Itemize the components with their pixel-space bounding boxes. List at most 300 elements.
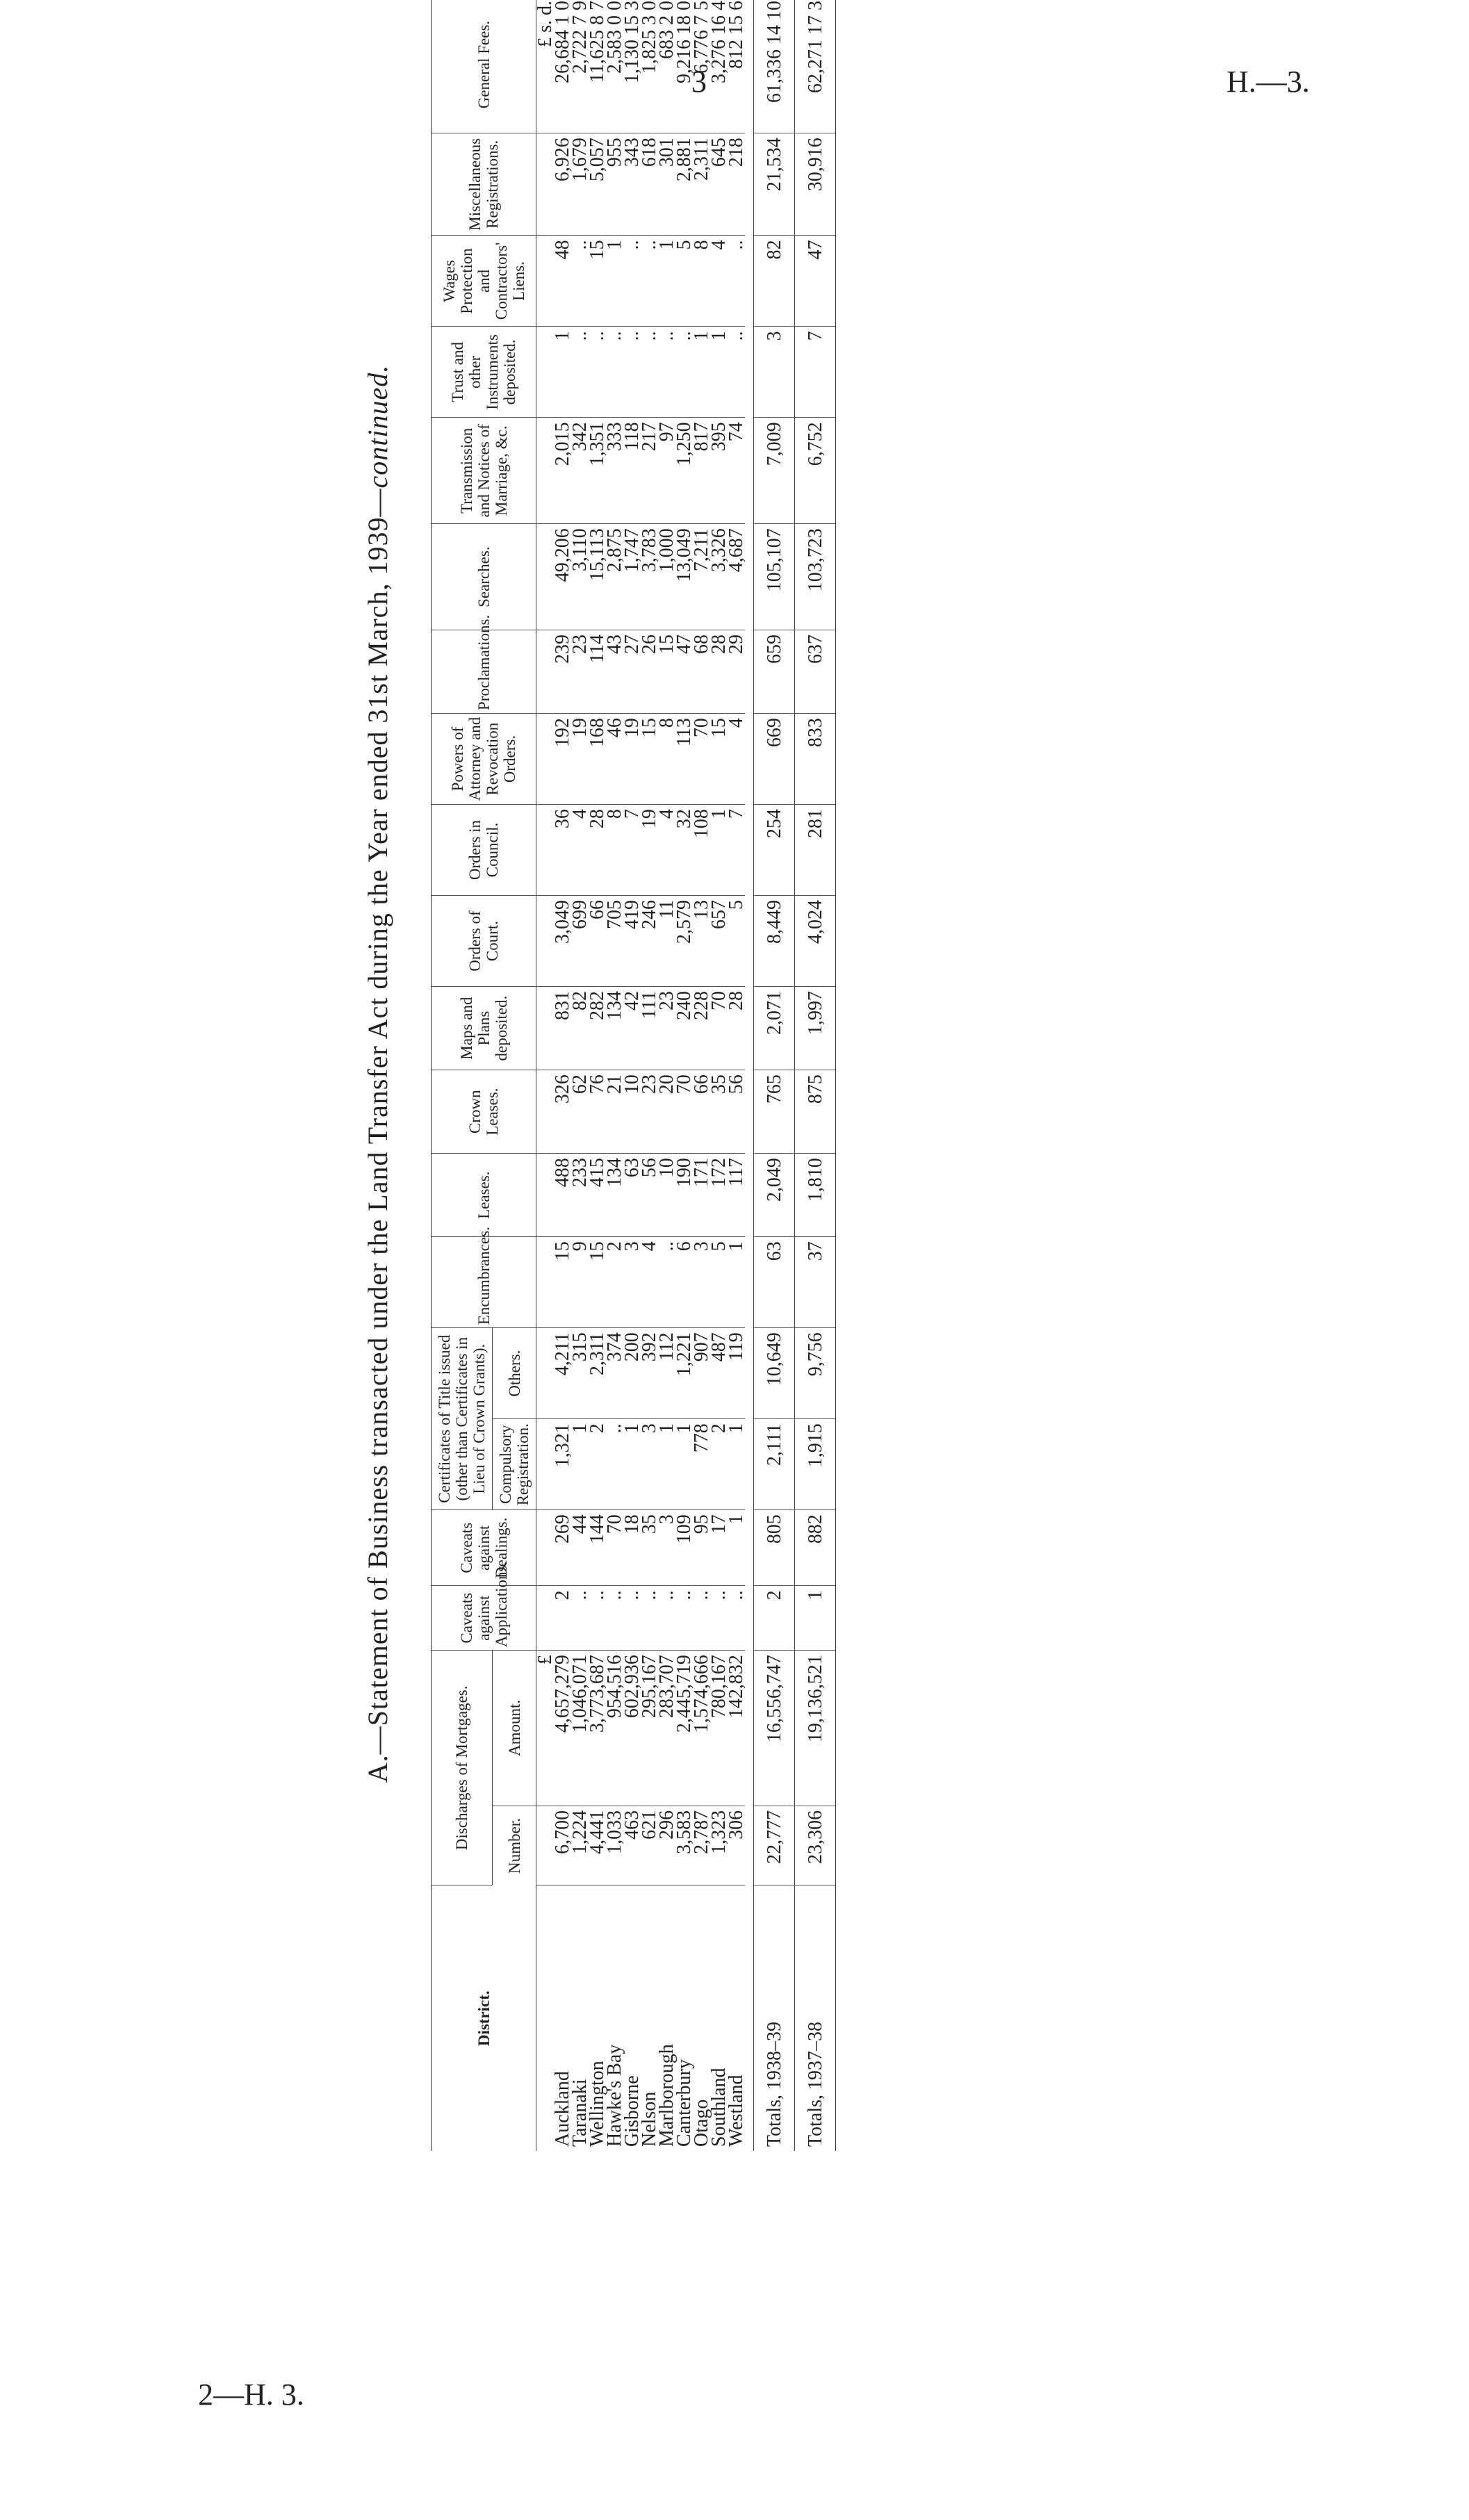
cell-num: 306 — [728, 1806, 745, 1885]
cell-cert_comp: 2,111 — [754, 1419, 795, 1510]
cell-enc: 9 — [571, 1237, 589, 1328]
cell-amt: 283,707 — [658, 1651, 675, 1806]
cell-cert_comp: 3 — [641, 1419, 658, 1510]
cell-trust: .. — [571, 327, 589, 418]
cell-search: 7,211 — [693, 524, 710, 630]
cell-crown: 56 — [728, 1070, 745, 1154]
col-discharges-amount: Amount. — [493, 1651, 536, 1806]
cell-cav_deal: 95 — [693, 1510, 710, 1586]
cell-trans: 1,250 — [675, 418, 693, 524]
cell-misc: 301 — [658, 133, 675, 236]
cell-amt: 602,936 — [623, 1651, 641, 1806]
cell-leases: 233 — [571, 1154, 589, 1237]
rotated-table-block — [361, 0, 1001, 2151]
cell-leases: 117 — [728, 1154, 745, 1237]
cell-cav_deal: 17 — [710, 1510, 728, 1586]
cell-proc: 114 — [589, 630, 606, 714]
cell-trust: .. — [606, 327, 623, 418]
cell-proc: 43 — [606, 630, 623, 714]
cell-poa: 15 — [710, 714, 728, 805]
col-proclamations: Proclamations. — [432, 630, 536, 714]
cell-crown: 21 — [606, 1070, 623, 1154]
cell-cav_deal: 44 — [571, 1510, 589, 1586]
cell-cert_comp: 1 — [658, 1419, 675, 1510]
cell-poa: 8 — [658, 714, 675, 805]
cell-cav_app: .. — [675, 1586, 693, 1651]
cell-cert_comp: 1 — [728, 1419, 745, 1510]
col-general-fees: General Fees. — [432, 0, 536, 133]
cell-trans: 97 — [658, 418, 675, 524]
cell-poa: 192 — [554, 714, 571, 805]
cell-crown: 23 — [641, 1070, 658, 1154]
cell-trust: .. — [728, 327, 745, 418]
cell-district: Taranaki — [569, 2079, 591, 2147]
cell-num: 1,224 — [571, 1806, 589, 1885]
col-encumbrances: Encumbrances. — [432, 1237, 536, 1328]
cell-district: Southland — [708, 2068, 730, 2147]
cell-cav_deal: 144 — [589, 1510, 606, 1586]
cell-leases: 190 — [675, 1154, 693, 1237]
cell-oic: 8 — [606, 805, 623, 896]
cell-wages: 48 — [554, 236, 571, 327]
cell-oc: 8,449 — [754, 896, 795, 987]
cell-cert_oth: 374 — [606, 1328, 623, 1419]
cell-amt: 2,445,719 — [675, 1651, 693, 1806]
cell-crown: 70 — [675, 1070, 693, 1154]
cell-oc: 419 — [623, 896, 641, 987]
cell-proc: 26 — [641, 630, 658, 714]
cell-misc: 30,916 — [795, 133, 836, 236]
cell-oc: 13 — [693, 896, 710, 987]
cell-cav_app: .. — [693, 1586, 710, 1651]
cell-proc: 29 — [728, 630, 745, 714]
cell-misc: 645 — [710, 133, 728, 236]
cell-maps: 23 — [658, 987, 675, 1070]
cell-oc: 705 — [606, 896, 623, 987]
fees-units: £ s. d. — [536, 0, 555, 133]
cell-trust: 3 — [754, 327, 795, 418]
totals-row — [754, 0, 795, 2151]
cell-misc: 5,057 — [589, 133, 606, 236]
cell-amt: 954,516 — [606, 1651, 623, 1806]
cell-misc: 2,881 — [675, 133, 693, 236]
cell-cert_oth: 119 — [728, 1328, 745, 1419]
cell-oic: 4 — [571, 805, 589, 896]
table-row — [728, 0, 745, 2151]
cell-poa: 70 — [693, 714, 710, 805]
table-body — [536, 0, 836, 2151]
document-reference: H.—3. — [1226, 65, 1310, 99]
cell-cert_oth: 1,221 — [675, 1328, 693, 1419]
cell-cert_oth: 112 — [658, 1328, 675, 1419]
cell-cav_app: 2 — [754, 1586, 795, 1651]
cell-enc: 3 — [693, 1237, 710, 1328]
cell-cav_app: .. — [606, 1586, 623, 1651]
cell-num: 23,306 — [795, 1806, 836, 1885]
cell-search: 1,000 — [658, 524, 675, 630]
cell-maps: 28 — [728, 987, 745, 1070]
cell-search: 3,326 — [710, 524, 728, 630]
cell-poa: 4 — [728, 714, 745, 805]
cell-district: Canterbury — [673, 2059, 695, 2147]
cell-leases: 1,810 — [795, 1154, 836, 1237]
cell-oic: 1 — [710, 805, 728, 896]
cell-cert_comp: 778 — [693, 1419, 710, 1510]
table-title-continued: continued. — [362, 364, 393, 489]
cell-search: 49,206 — [554, 524, 571, 630]
cell-district: Totals, 1937–38 — [795, 1885, 836, 2151]
cell-cert_comp: 2 — [589, 1419, 606, 1510]
cell-fees: 3,276 16 4 — [710, 0, 728, 133]
cell-trust: 1 — [693, 327, 710, 418]
cell-wages: .. — [623, 236, 641, 327]
amount-currency: £ — [536, 1651, 555, 1806]
cell-search: 105,107 — [754, 524, 795, 630]
cell-cert_oth: 4,211 — [554, 1328, 571, 1419]
col-orders-council: Orders in Council. — [432, 805, 536, 896]
cell-misc: 21,534 — [754, 133, 795, 236]
cell-maps: 240 — [675, 987, 693, 1070]
cell-misc: 6,926 — [554, 133, 571, 236]
cell-search: 15,113 — [589, 524, 606, 630]
cell-oc: 11 — [658, 896, 675, 987]
cell-poa: 19 — [571, 714, 589, 805]
col-crown-leases: Crown Leases. — [432, 1070, 536, 1154]
cell-leases: 63 — [623, 1154, 641, 1237]
cell-wages: 8 — [693, 236, 710, 327]
cell-trans: 342 — [571, 418, 589, 524]
cell-cav_app: 2 — [554, 1586, 571, 1651]
cell-oc: 66 — [589, 896, 606, 987]
cell-district: Gisborne — [621, 2075, 643, 2147]
cell-cav_app: .. — [589, 1586, 606, 1651]
cell-amt: 19,136,521 — [795, 1651, 836, 1806]
cell-misc: 618 — [641, 133, 658, 236]
cell-trust: 7 — [795, 327, 836, 418]
cell-wages: 15 — [589, 236, 606, 327]
cell-cav_deal: 18 — [623, 1510, 641, 1586]
cell-proc: 15 — [658, 630, 675, 714]
cell-cert_comp: 2 — [710, 1419, 728, 1510]
cell-enc: 15 — [554, 1237, 571, 1328]
cell-enc: 15 — [589, 1237, 606, 1328]
cell-enc: 5 — [710, 1237, 728, 1328]
cell-fees: 62,271 17 3 — [795, 0, 836, 133]
cell-cav_deal: 882 — [795, 1510, 836, 1586]
cell-num: 22,777 — [754, 1806, 795, 1885]
cell-maps: 1,997 — [795, 987, 836, 1070]
cell-amt: 1,046,071 — [571, 1651, 589, 1806]
cell-search: 3,783 — [641, 524, 658, 630]
cell-fees: 2,722 7 9 — [571, 0, 589, 133]
cell-cert_oth: 315 — [571, 1328, 589, 1419]
cell-search: 13,049 — [675, 524, 693, 630]
cell-poa: 168 — [589, 714, 606, 805]
cell-district: Nelson — [639, 2091, 660, 2147]
cell-amt: 142,832 — [728, 1651, 745, 1806]
cell-trans: 817 — [693, 418, 710, 524]
cell-poa: 19 — [623, 714, 641, 805]
table-title-main: A.—Statement of Business transacted under the Land Transfer Act during the Year ended 31st March, 1939— — [362, 488, 393, 1783]
cell-oc: 2,579 — [675, 896, 693, 987]
cell-cav_deal: 109 — [675, 1510, 693, 1586]
col-transmission: Transmission and Notices of Marriage, &c. — [432, 418, 536, 524]
cell-enc: 2 — [606, 1237, 623, 1328]
cell-cert_oth: 392 — [641, 1328, 658, 1419]
cell-num: 1,033 — [606, 1806, 623, 1885]
cell-cert_comp: 1,915 — [795, 1419, 836, 1510]
cell-district: Marlborough — [656, 2044, 678, 2147]
cell-wages: .. — [728, 236, 745, 327]
cell-crown: 20 — [658, 1070, 675, 1154]
cell-oc: 4,024 — [795, 896, 836, 987]
cell-search: 3,110 — [571, 524, 589, 630]
cell-leases: 172 — [710, 1154, 728, 1237]
cell-district: Otago — [691, 2099, 712, 2147]
cell-oic: 7 — [728, 805, 745, 896]
cell-oic: 281 — [795, 805, 836, 896]
cell-trans: 333 — [606, 418, 623, 524]
cell-district: Wellington — [586, 2061, 608, 2147]
cell-num: 2,787 — [693, 1806, 710, 1885]
cell-oic: 7 — [623, 805, 641, 896]
cell-proc: 23 — [571, 630, 589, 714]
cell-leases: 2,049 — [754, 1154, 795, 1237]
cell-amt: 1,574,666 — [693, 1651, 710, 1806]
cell-maps: 70 — [710, 987, 728, 1070]
cell-district: Totals, 1938–39 — [754, 1885, 795, 2151]
cell-district: Westland — [725, 2075, 747, 2147]
cell-oc: 5 — [728, 896, 745, 987]
cell-wages: 47 — [795, 236, 836, 327]
cell-maps: 831 — [554, 987, 571, 1070]
cell-wages: 1 — [606, 236, 623, 327]
cell-crown: 66 — [693, 1070, 710, 1154]
cell-cert_comp: 1 — [675, 1419, 693, 1510]
col-powers-attorney: Powers of Attorney and Revocation Orders. — [432, 714, 536, 805]
cell-trans: 118 — [623, 418, 641, 524]
cell-cav_app: .. — [641, 1586, 658, 1651]
cell-trust: .. — [641, 327, 658, 418]
cell-fees: 9,216 18 0 — [675, 0, 693, 133]
cell-district: Hawke's Bay — [604, 2044, 625, 2147]
cell-wages: .. — [641, 236, 658, 327]
cell-cert_comp: 1 — [623, 1419, 641, 1510]
cell-fees: 1,130 15 3 — [623, 0, 641, 133]
cell-crown: 62 — [571, 1070, 589, 1154]
cell-cav_app: 1 — [795, 1586, 836, 1651]
cell-maps: 111 — [641, 987, 658, 1070]
cell-fees: 812 15 6 — [728, 0, 745, 133]
cell-oc: 246 — [641, 896, 658, 987]
cell-num: 296 — [658, 1806, 675, 1885]
cell-oic: 32 — [675, 805, 693, 896]
col-wages: Wages Protection and Contractors' Liens. — [432, 236, 536, 327]
cell-fees: 2,583 0 0 — [606, 0, 623, 133]
col-caveats-dealings: Caveats against Dealings. — [432, 1510, 536, 1586]
cell-enc: 37 — [795, 1237, 836, 1328]
cell-fees: 61,336 14 10 — [754, 0, 795, 133]
cell-maps: 82 — [571, 987, 589, 1070]
cell-proc: 27 — [623, 630, 641, 714]
cell-oic: 19 — [641, 805, 658, 896]
col-district: District. — [432, 1885, 536, 2151]
cell-enc: 1 — [728, 1237, 745, 1328]
cell-enc: 3 — [623, 1237, 641, 1328]
cell-oc: 657 — [710, 896, 728, 987]
cell-num: 4,441 — [589, 1806, 606, 1885]
cell-fees: 1,825 3 0 — [641, 0, 658, 133]
cell-search: 4,687 — [728, 524, 745, 630]
cell-wages: 82 — [754, 236, 795, 327]
cell-leases: 134 — [606, 1154, 623, 1237]
cell-wages: 5 — [675, 236, 693, 327]
cell-trans: 6,752 — [795, 418, 836, 524]
col-maps-plans: Maps and Plans deposited. — [432, 987, 536, 1070]
cell-trans: 395 — [710, 418, 728, 524]
cell-proc: 659 — [754, 630, 795, 714]
cell-cert_oth: 10,649 — [754, 1328, 795, 1419]
cell-cert_oth: 2,311 — [589, 1328, 606, 1419]
cell-oic: 254 — [754, 805, 795, 896]
cell-cav_deal: 70 — [606, 1510, 623, 1586]
cell-leases: 56 — [641, 1154, 658, 1237]
col-discharges-number: Number. — [493, 1806, 536, 1885]
cell-trust: .. — [623, 327, 641, 418]
cell-crown: 10 — [623, 1070, 641, 1154]
cell-trust: .. — [675, 327, 693, 418]
cell-fees: 683 2 0 — [658, 0, 675, 133]
cell-proc: 239 — [554, 630, 571, 714]
cell-proc: 68 — [693, 630, 710, 714]
cell-district: Auckland — [552, 2071, 573, 2147]
col-certificates: Certificates of Title issued (other than Certificates in Lieu of Crown Grants). — [432, 1328, 493, 1510]
cell-search: 2,875 — [606, 524, 623, 630]
cell-cav_app: .. — [710, 1586, 728, 1651]
cell-amt: 295,167 — [641, 1651, 658, 1806]
cell-cav_app: .. — [623, 1586, 641, 1651]
col-searches: Searches. — [432, 524, 536, 630]
cell-leases: 488 — [554, 1154, 571, 1237]
col-misc-registrations: Miscellaneous Registrations. — [432, 133, 536, 236]
cell-crown: 76 — [589, 1070, 606, 1154]
cell-misc: 1,679 — [571, 133, 589, 236]
land-transfer-table — [431, 0, 836, 2151]
col-discharges: Discharges of Mortgages. — [432, 1651, 493, 1885]
cell-cav_app: .. — [728, 1586, 745, 1651]
cell-enc: 4 — [641, 1237, 658, 1328]
cell-maps: 282 — [589, 987, 606, 1070]
cell-cav_app: .. — [658, 1586, 675, 1651]
col-orders-court: Orders of Court. — [432, 896, 536, 987]
cell-leases: 10 — [658, 1154, 675, 1237]
cell-cav_deal: 35 — [641, 1510, 658, 1586]
cell-cav_deal: 269 — [554, 1510, 571, 1586]
cell-proc: 637 — [795, 630, 836, 714]
col-cert-compulsory: Compulsory Registration. — [493, 1419, 536, 1510]
cell-wages: 1 — [658, 236, 675, 327]
cell-poa: 669 — [754, 714, 795, 805]
cell-cert_oth: 907 — [693, 1328, 710, 1419]
cell-trans: 1,351 — [589, 418, 606, 524]
cell-maps: 2,071 — [754, 987, 795, 1070]
col-trust: Trust and other Instruments deposited. — [432, 327, 536, 418]
cell-trans: 2,015 — [554, 418, 571, 524]
cell-oc: 699 — [571, 896, 589, 987]
cell-misc: 218 — [728, 133, 745, 236]
cell-cert_comp: .. — [606, 1419, 623, 1510]
cell-oic: 36 — [554, 805, 571, 896]
cell-fees: 6,776 7 5 — [693, 0, 710, 133]
cell-crown: 326 — [554, 1070, 571, 1154]
col-cert-others: Others. — [493, 1328, 536, 1419]
table-title — [361, 0, 411, 2151]
cell-fees: 11,625 8 7 — [589, 0, 606, 133]
cell-maps: 228 — [693, 987, 710, 1070]
cell-num: 6,700 — [554, 1806, 571, 1885]
cell-amt: 16,556,747 — [754, 1651, 795, 1806]
cell-oic: 108 — [693, 805, 710, 896]
cell-poa: 113 — [675, 714, 693, 805]
cell-misc: 955 — [606, 133, 623, 236]
cell-poa: 833 — [795, 714, 836, 805]
cell-maps: 42 — [623, 987, 641, 1070]
cell-num: 621 — [641, 1806, 658, 1885]
cell-num: 1,323 — [710, 1806, 728, 1885]
cell-amt: 780,167 — [710, 1651, 728, 1806]
cell-crown: 875 — [795, 1070, 836, 1154]
cell-search: 103,723 — [795, 524, 836, 630]
cell-misc: 2,311 — [693, 133, 710, 236]
cell-oic: 4 — [658, 805, 675, 896]
cell-proc: 47 — [675, 630, 693, 714]
col-caveats-applications: Caveats against Applications. — [432, 1586, 536, 1651]
cell-cert_comp: 1,321 — [554, 1419, 571, 1510]
cell-trust: .. — [658, 327, 675, 418]
cell-cav_deal: 3 — [658, 1510, 675, 1586]
cell-amt: 3,773,687 — [589, 1651, 606, 1806]
cell-proc: 28 — [710, 630, 728, 714]
cell-num: 3,583 — [675, 1806, 693, 1885]
cell-search: 1,747 — [623, 524, 641, 630]
cell-cav_app: .. — [571, 1586, 589, 1651]
cell-crown: 35 — [710, 1070, 728, 1154]
cell-oc: 3,049 — [554, 896, 571, 987]
cell-wages: 4 — [710, 236, 728, 327]
cell-cav_deal: 805 — [754, 1510, 795, 1586]
totals-row — [795, 0, 836, 2151]
cell-oic: 28 — [589, 805, 606, 896]
cell-wages: .. — [571, 236, 589, 327]
cell-enc: .. — [658, 1237, 675, 1328]
cell-cert_oth: 9,756 — [795, 1328, 836, 1419]
cell-maps: 134 — [606, 987, 623, 1070]
page-number: 3 — [691, 65, 707, 99]
cell-leases: 171 — [693, 1154, 710, 1237]
cell-fees: 26,684 1 0 — [554, 0, 571, 133]
cell-cert_oth: 200 — [623, 1328, 641, 1419]
cell-trans: 74 — [728, 418, 745, 524]
cell-misc: 343 — [623, 133, 641, 236]
cell-trans: 7,009 — [754, 418, 795, 524]
cell-poa: 15 — [641, 714, 658, 805]
cell-cert_oth: 487 — [710, 1328, 728, 1419]
cell-num: 463 — [623, 1806, 641, 1885]
page-footer: 2—H. 3. — [198, 2378, 304, 2412]
cell-cav_deal: 1 — [728, 1510, 745, 1586]
cell-leases: 415 — [589, 1154, 606, 1237]
cell-enc: 6 — [675, 1237, 693, 1328]
